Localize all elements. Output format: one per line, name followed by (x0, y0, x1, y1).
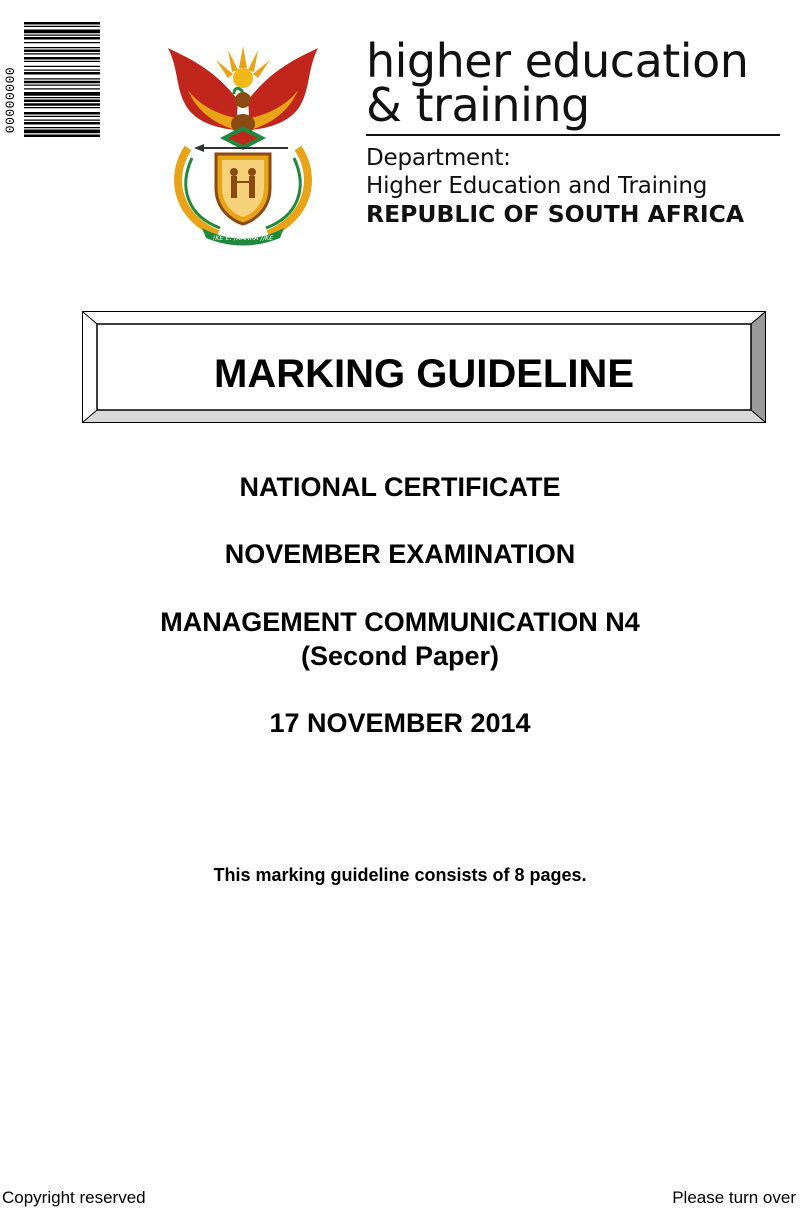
barcode-bar (24, 78, 100, 79)
barcode-bar (24, 112, 100, 115)
barcode-bar (24, 88, 100, 89)
barcode (24, 22, 100, 184)
footer-turn-over: Please turn over (672, 1188, 796, 1207)
barcode-bar (24, 135, 100, 138)
barcode-bar (24, 57, 100, 60)
barcode-bar (24, 26, 100, 27)
barcode-bar (24, 120, 100, 121)
certificate-heading: NATIONAL CERTIFICATE (239, 472, 561, 502)
barcode-bar (24, 116, 100, 117)
page-count-note: This marking guideline consists of 8 pages. (213, 865, 587, 885)
department-label: Department: (366, 145, 511, 171)
brand-divider (366, 134, 780, 136)
barcode-bar (24, 122, 100, 125)
barcode-bar (24, 35, 100, 36)
barcode-bar (24, 100, 100, 103)
footer-copyright: Copyright reserved (2, 1188, 146, 1207)
brand-line-1: higher education (366, 34, 749, 88)
subject-heading: MANAGEMENT COMMUNICATION N4 (160, 607, 640, 637)
barcode-bar (24, 66, 100, 67)
barcode-bar (24, 47, 100, 48)
barcode-bar (24, 70, 100, 71)
country-name: REPUBLIC OF SOUTH AFRICA (366, 200, 745, 228)
barcode-bar (24, 50, 100, 53)
barcode-bar (24, 42, 100, 43)
paper-heading: (Second Paper) (300, 641, 500, 671)
barcode-bar (24, 61, 100, 62)
barcode-bar (24, 85, 100, 86)
barcode-number: 00000000 (3, 66, 18, 134)
barcode-graphic (24, 22, 100, 184)
barcode-bar (24, 53, 100, 54)
barcode-bar (24, 103, 100, 106)
brand-line-2: & training (366, 78, 590, 132)
barcode-bar (24, 81, 100, 84)
barcode-bar (24, 22, 100, 25)
barcode-bar (24, 127, 100, 128)
coat-of-arms-motto: !KE E: /XARRA //KE (212, 234, 274, 242)
barcode-bar (24, 107, 100, 108)
barcode-bar (24, 30, 100, 34)
barcode-bar (24, 130, 100, 134)
coat-of-arms-icon (158, 38, 328, 246)
exam-date: 17 NOVEMBER 2014 (269, 708, 531, 738)
barcode-bar (24, 97, 100, 98)
barcode-bar (24, 92, 100, 96)
coat-of-arms-logo (158, 38, 328, 246)
document-title: MARKING GUIDELINE (214, 352, 634, 396)
barcode-bar (24, 37, 100, 40)
department-name: Higher Education and Training (366, 173, 708, 199)
barcode-bar (24, 72, 100, 75)
examination-heading: NOVEMBER EXAMINATION (224, 539, 576, 569)
